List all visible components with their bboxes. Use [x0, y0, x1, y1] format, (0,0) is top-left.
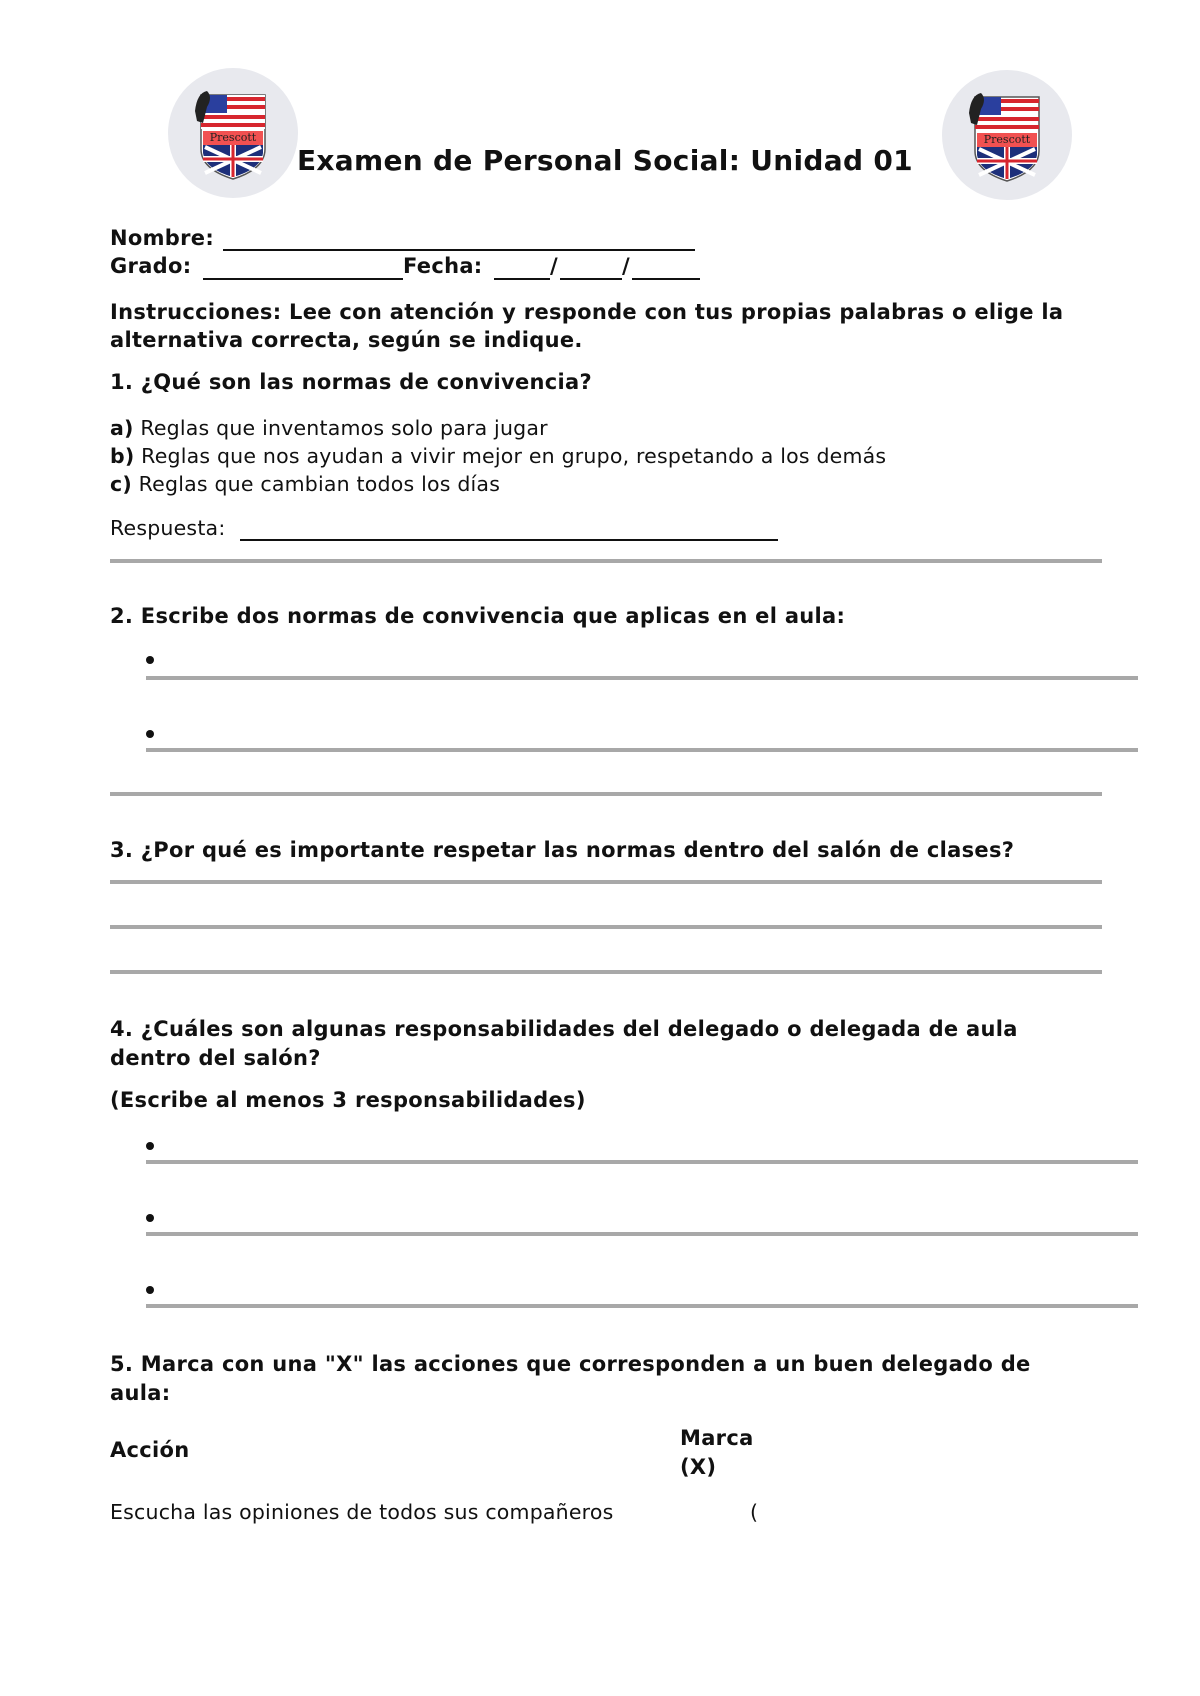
answer-line[interactable] [146, 1232, 1138, 1236]
school-crest-icon [957, 85, 1057, 185]
school-logo-left [168, 68, 298, 198]
answer-line[interactable] [146, 1304, 1138, 1308]
instructions: Instrucciones: Lee con atención y responde con tus propias palabras o elige la alternativa correcta, según se indique. [110, 300, 1064, 352]
answer-line[interactable] [146, 748, 1138, 752]
answer-line[interactable] [110, 970, 1102, 974]
question-3: 3. ¿Por qué es importante respetar las normas dentro del salón de clases? [110, 838, 1015, 862]
answer-line[interactable] [110, 925, 1102, 929]
answer-line[interactable] [146, 1160, 1138, 1164]
school-crest-icon [183, 83, 283, 183]
option-letter: c) [110, 472, 132, 496]
grade-label: Grado: [110, 254, 192, 278]
option-letter: a) [110, 416, 134, 440]
section-divider [110, 559, 1102, 563]
table-row [110, 1500, 810, 1524]
question-5: 5. Marca con una "X" las acciones que corresponden a un buen delegado de aula: [110, 1352, 1031, 1405]
bullet-icon [146, 1142, 154, 1150]
question-4-note: (Escribe al menos 3 responsabilidades) [110, 1088, 586, 1112]
table-header-action: Acción [110, 1438, 190, 1462]
name-label: Nombre: [110, 226, 215, 250]
crest-text: Prescott [209, 131, 257, 144]
option-text: Reglas que cambian todos los días [138, 472, 501, 496]
question-4: 4. ¿Cuáles son algunas responsabilidades del delegado o delegada de aula dentro del salón? [110, 1017, 1018, 1070]
bullet-icon [146, 730, 154, 738]
question-2: 2. Escribe dos normas de convivencia que aplicas en el aula: [110, 604, 846, 628]
date-day-field[interactable] [494, 278, 550, 280]
section-divider [110, 792, 1102, 796]
answer-line[interactable] [110, 880, 1102, 884]
option-c[interactable] [110, 472, 500, 496]
date-month-field[interactable] [560, 278, 622, 280]
name-field[interactable] [223, 249, 695, 251]
answer-field[interactable] [240, 539, 778, 541]
grade-field[interactable] [203, 278, 403, 280]
bullet-icon [146, 656, 154, 664]
bullet-icon [146, 1286, 154, 1294]
mark-cell[interactable]: ( [750, 1500, 759, 1524]
option-letter: b) [110, 444, 135, 468]
date-separator: / [550, 254, 558, 278]
table-header-mark: Marca (X) [680, 1426, 754, 1479]
school-logo-right [942, 70, 1072, 200]
bullet-icon [146, 1214, 154, 1222]
date-year-field[interactable] [632, 278, 700, 280]
question-1: 1. ¿Qué son las normas de convivencia? [110, 370, 592, 394]
answer-line[interactable] [146, 676, 1138, 680]
date-label: Fecha: [403, 254, 483, 278]
answer-label: Respuesta: [110, 516, 226, 540]
option-text: Reglas que inventamos solo para jugar [140, 416, 548, 440]
option-text: Reglas que nos ayudan a vivir mejor en grupo, respetando a los demás [141, 444, 887, 468]
action-text: Escucha las opiniones de todos sus compañeros [110, 1500, 614, 1524]
option-b[interactable] [110, 444, 886, 468]
crest-text: Prescott [983, 133, 1031, 146]
date-separator: / [622, 254, 630, 278]
page-title: Examen de Personal Social: Unidad 01 [297, 144, 913, 177]
option-a[interactable] [110, 416, 548, 440]
